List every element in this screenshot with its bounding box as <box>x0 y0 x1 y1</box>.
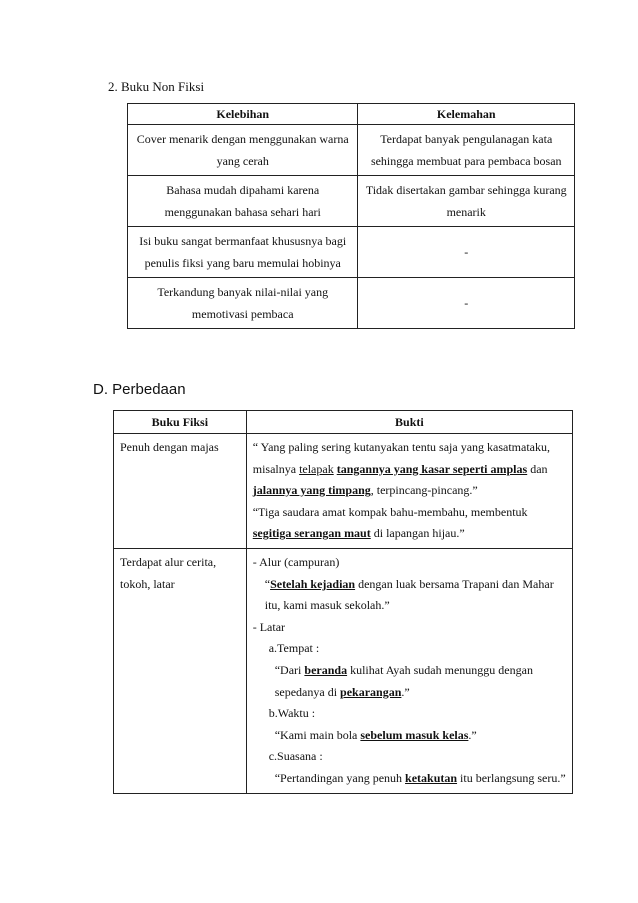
table-row <box>128 278 575 329</box>
row-label-alur: Terdapat alur cerita, tokoh, latar <box>114 548 247 793</box>
alur-heading: - Alur (campuran) <box>252 554 340 569</box>
row-label-majas: Penuh dengan majas <box>114 434 247 549</box>
table-header-row <box>114 411 573 434</box>
table-row <box>114 548 573 793</box>
latar-heading: - Latar <box>252 619 286 634</box>
header-buku-fiksi: Buku Fiksi <box>114 411 247 434</box>
table-cell: Cover menarik dengan menggunakan warna yang cerah <box>128 125 358 176</box>
bukti-majas <box>246 434 572 549</box>
comparison-table-non-fiksi <box>127 103 575 329</box>
table-cell: Bahasa mudah dipahami karena menggunakan bahasa sehari hari <box>128 176 358 227</box>
table-cell: - <box>358 227 575 278</box>
perbedaan-table <box>113 410 573 794</box>
table-row <box>128 176 575 227</box>
table-cell: Tidak disertakan gambar sehingga kurang menarik <box>358 176 575 227</box>
header-bukti: Bukti <box>246 411 572 434</box>
table-row <box>128 125 575 176</box>
tempat-label: a.Tempat : <box>268 641 320 656</box>
table-cell: Isi buku sangat bermanfaat khususnya bagi penulis fiksi yang baru memulai hobinya <box>128 227 358 278</box>
quote-paragraph: “ Yang paling sering kutanyakan tentu saja yang kasatmataku, misalnya telapak tangannya yang kasar seperti amplas dan jalannya yang timpang, terpincang-pincang.” <box>252 440 550 498</box>
quote-paragraph: “Dari beranda kulihat Ayah sudah menunggu dengan sepedanya di pekarangan.” <box>274 662 533 699</box>
table-cell: Terkandung banyak nilai-nilai yang memotivasi pembaca <box>128 278 358 329</box>
table-row <box>114 434 573 549</box>
header-kelemahan: Kelemahan <box>358 104 575 125</box>
suasana-label: c.Suasana : <box>268 749 323 764</box>
quote-paragraph: “Pertandingan yang penuh ketakutan itu berlangsung seru.” <box>274 770 566 785</box>
table-cell: Terdapat banyak pengulanagan kata sehingga membuat para pembaca bosan <box>358 125 575 176</box>
header-kelebihan: Kelebihan <box>128 104 358 125</box>
bukti-alur-latar <box>246 548 572 793</box>
table-row <box>128 227 575 278</box>
quote-paragraph: “Tiga saudara amat kompak bahu-membahu, membentuk segitiga serangan maut di lapangan hijau.” <box>252 504 528 541</box>
section-heading-non-fiksi: 2. Buku Non Fiksi <box>108 79 205 94</box>
waktu-label: b.Waktu : <box>268 706 316 721</box>
table-header-row <box>128 104 575 125</box>
table-cell: - <box>358 278 575 329</box>
quote-paragraph: “Setelah kejadian dengan luak bersama Trapani dan Mahar itu, kami masuk sekolah.” <box>264 576 554 613</box>
section-heading-perbedaan: D. Perbedaan <box>93 381 186 398</box>
quote-paragraph: “Kami main bola sebelum masuk kelas.” <box>274 727 477 742</box>
